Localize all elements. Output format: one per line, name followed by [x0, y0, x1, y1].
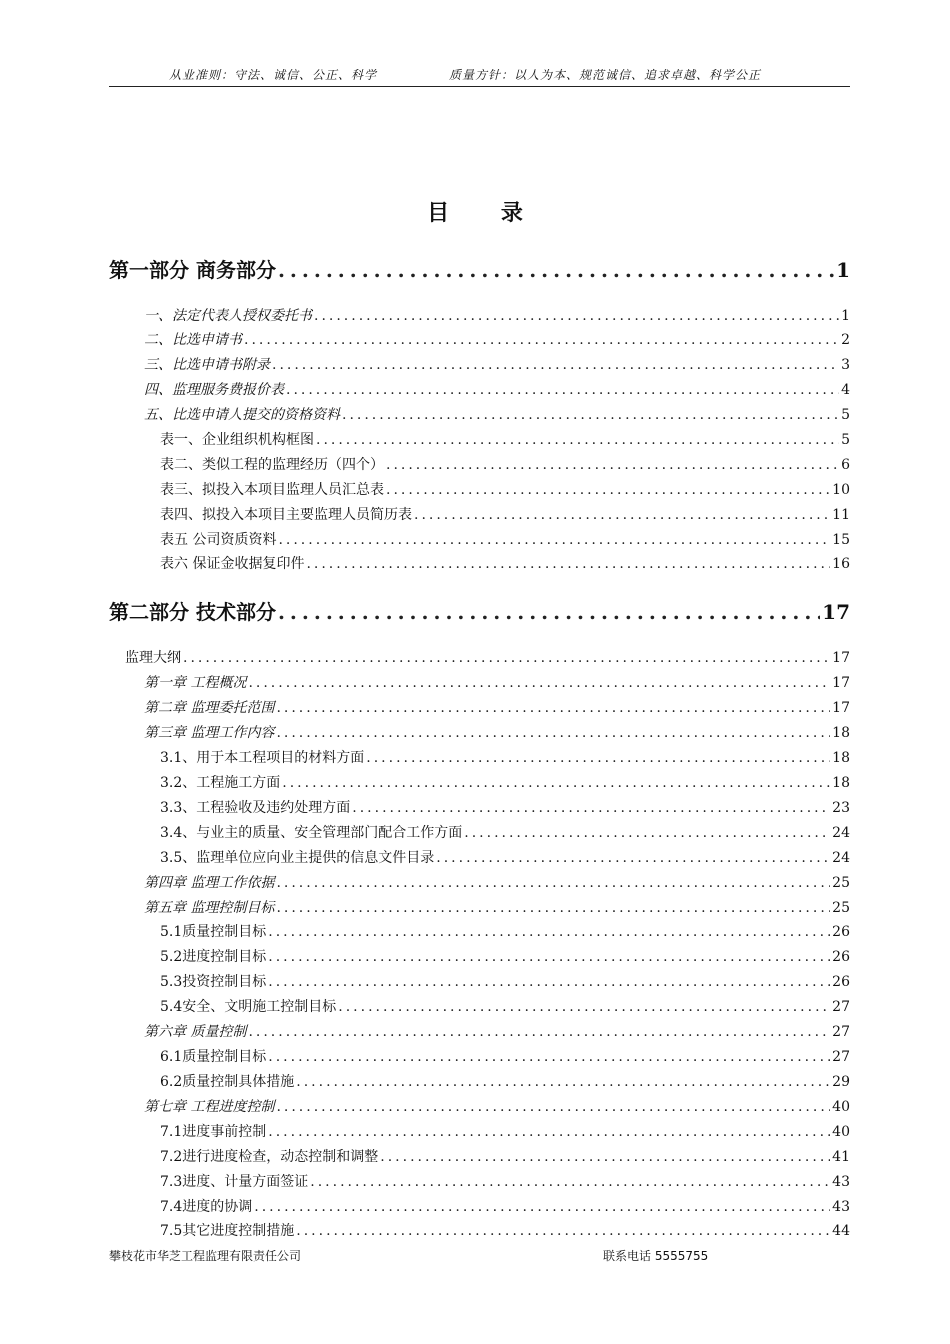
toc-label: 5.3投资控制目标: [160, 974, 267, 990]
toc-label: 表二、类似工程的监理经历（四个）: [160, 457, 384, 473]
toc-label: 表五 公司资质资料: [160, 532, 277, 548]
footer-company: 攀枝花市华芝工程监理有限责任公司: [109, 1249, 302, 1263]
leader-dots: [268, 946, 830, 968]
leader-dots: [464, 822, 830, 844]
toc-page: 4: [841, 382, 850, 398]
toc-page: 6: [841, 457, 850, 473]
toc-entry[interactable]: [160, 996, 850, 1018]
toc-entry[interactable]: [160, 1220, 850, 1242]
toc-entry[interactable]: [160, 847, 850, 869]
toc-page: 5: [841, 407, 850, 423]
toc-label: 表六 保证金收据复印件: [160, 556, 305, 572]
toc-entry[interactable]: [160, 1071, 850, 1093]
toc-entry[interactable]: [125, 647, 850, 669]
leader-dots: [272, 354, 839, 376]
toc-entry[interactable]: [160, 921, 850, 943]
toc-label: 第五章 监理控制目标: [144, 900, 275, 916]
leader-dots: [366, 747, 830, 769]
toc-entry[interactable]: [144, 1096, 850, 1118]
leader-dots: [380, 1146, 830, 1168]
toc-label: 7.3进度、计量方面签证: [160, 1174, 309, 1190]
leader-dots: [296, 1220, 830, 1242]
toc-label: 三、比选申请书附录: [144, 357, 270, 373]
toc-entry[interactable]: [160, 529, 850, 551]
toc-label: 第七章 工程进度控制: [144, 1099, 275, 1115]
leader-dots: [278, 597, 820, 627]
toc-page: 26: [832, 974, 850, 990]
toc-label: 7.2进行进度检查，动态控制和调整: [160, 1149, 379, 1165]
toc-label: 第一章 工程概况: [144, 675, 247, 691]
toc-page: 17: [832, 650, 850, 666]
toc-page: 1: [841, 308, 850, 324]
toc-page: 10: [832, 482, 850, 498]
leader-dots: [338, 996, 830, 1018]
toc-page: 5: [841, 432, 850, 448]
leader-dots: [276, 1096, 830, 1118]
toc-page: 16: [832, 556, 850, 572]
leader-dots: [268, 1121, 830, 1143]
toc-label: 表四、拟投入本项目主要监理人员简历表: [160, 507, 412, 523]
toc-entry[interactable]: [160, 747, 850, 769]
toc-label: 第二章 监理委托范围: [144, 700, 275, 716]
toc-entry[interactable]: [160, 1121, 850, 1143]
leader-dots: [414, 504, 830, 526]
toc-entry[interactable]: [144, 897, 850, 919]
leader-dots: [296, 1071, 830, 1093]
leader-dots: [248, 1021, 830, 1043]
page-header: [109, 64, 850, 87]
toc-page: 40: [832, 1124, 850, 1140]
toc-part-2[interactable]: [109, 597, 850, 627]
toc-label: 五、比选申请人提交的资格资料: [144, 407, 340, 423]
toc-label: 3.1、用于本工程项目的材料方面: [160, 750, 365, 766]
leader-dots: [316, 429, 839, 451]
toc-page: 26: [832, 949, 850, 965]
leader-dots: [314, 305, 839, 327]
toc-page: 44: [832, 1223, 850, 1239]
leader-dots: [352, 797, 830, 819]
toc-label: 5.1质量控制目标: [160, 924, 267, 940]
toc-page: 25: [832, 875, 850, 891]
toc-label: 7.1进度事前控制: [160, 1124, 267, 1140]
toc-page: 24: [832, 825, 850, 841]
toc-entry[interactable]: [160, 504, 850, 526]
toc-label: 6.1质量控制目标: [160, 1049, 267, 1065]
toc-entry[interactable]: [160, 454, 850, 476]
header-quality-policy: 质量方针：以人为本、规范诚信、追求卓越、科学公正: [449, 68, 762, 82]
toc-page: 27: [832, 1024, 850, 1040]
leader-dots: [282, 772, 830, 794]
footer-phone: 联系电话 5555755: [603, 1249, 709, 1263]
toc-entry[interactable]: [160, 772, 850, 794]
leader-dots: [276, 722, 830, 744]
toc-entry[interactable]: [144, 1021, 850, 1043]
leader-dots: [276, 872, 830, 894]
toc-label: 7.4进度的协调: [160, 1199, 253, 1215]
header-principle: 从业准则：守法、诚信、公正、科学: [169, 68, 378, 82]
leader-dots: [386, 454, 839, 476]
toc-label: 表一、企业组织机构框图: [160, 432, 314, 448]
toc-label: 四、监理服务费报价表: [144, 382, 284, 398]
toc-page: 23: [832, 800, 850, 816]
toc-entry[interactable]: [160, 797, 850, 819]
leader-dots: [183, 647, 830, 669]
toc-label: 表三、拟投入本项目监理人员汇总表: [160, 482, 384, 498]
toc-entry[interactable]: [160, 1146, 850, 1168]
leader-dots: [248, 672, 830, 694]
leader-dots: [268, 1046, 830, 1068]
leader-dots: [254, 1196, 830, 1218]
toc-label: 5.4安全、文明施工控制目标: [160, 999, 337, 1015]
leader-dots: [268, 921, 830, 943]
toc-page: 41: [832, 1149, 850, 1165]
leader-dots: [278, 529, 830, 551]
toc-entry[interactable]: [160, 479, 850, 501]
toc-label: 3.5、监理单位应向业主提供的信息文件目录: [160, 850, 435, 866]
toc-label: 6.2质量控制具体措施: [160, 1074, 295, 1090]
toc-label: 3.3、工程验收及违约处理方面: [160, 800, 351, 816]
toc-label: 监理大纲: [125, 650, 181, 666]
toc-entry[interactable]: [160, 553, 850, 575]
toc-page: 17: [832, 700, 850, 716]
toc-page: 15: [832, 532, 850, 548]
toc-label: 一、法定代表人授权委托书: [144, 308, 312, 324]
toc-page: 17: [832, 675, 850, 691]
toc-entry[interactable]: [160, 971, 850, 993]
leader-dots: [310, 1171, 830, 1193]
toc-page: 18: [832, 750, 850, 766]
toc-title: 目 录: [427, 200, 545, 226]
toc-label: 7.5其它进度控制措施: [160, 1223, 295, 1239]
toc-entry[interactable]: [144, 305, 850, 327]
leader-dots: [244, 329, 839, 351]
toc-entry[interactable]: [160, 822, 850, 844]
toc-label: 3.2、工程施工方面: [160, 775, 281, 791]
toc-entry[interactable]: [144, 672, 850, 694]
toc-page: 11: [832, 507, 850, 523]
toc-page: 43: [832, 1199, 850, 1215]
leader-dots: [386, 479, 830, 501]
toc-page: 43: [832, 1174, 850, 1190]
toc-page: 24: [832, 850, 850, 866]
toc-label: 二、比选申请书: [144, 332, 242, 348]
toc-page: 27: [832, 999, 850, 1015]
toc-page: 29: [832, 1074, 850, 1090]
toc-label: 第二部分 技术部分: [109, 600, 276, 624]
leader-dots: [436, 847, 830, 869]
leader-dots: [306, 553, 830, 575]
toc-page: 26: [832, 924, 850, 940]
toc-page: 17: [822, 600, 850, 624]
toc-entry[interactable]: [160, 1196, 850, 1218]
toc-entry[interactable]: [144, 697, 850, 719]
toc-page: 40: [832, 1099, 850, 1115]
toc-label: 第一部分 商务部分: [109, 258, 276, 282]
toc-page: 25: [832, 900, 850, 916]
leader-dots: [286, 379, 839, 401]
toc-page: 1: [836, 258, 850, 282]
toc-label: 第六章 质量控制: [144, 1024, 247, 1040]
toc-page: 2: [841, 332, 850, 348]
leader-dots: [268, 971, 830, 993]
toc-part-1[interactable]: [109, 255, 850, 285]
toc-page: 3: [841, 357, 850, 373]
leader-dots: [276, 897, 830, 919]
toc-label: 第三章 监理工作内容: [144, 725, 275, 741]
toc-page: 27: [832, 1049, 850, 1065]
toc-entry[interactable]: [144, 329, 850, 351]
toc-entry[interactable]: [144, 354, 850, 376]
leader-dots: [276, 697, 830, 719]
toc-page: 18: [832, 775, 850, 791]
toc-page: 18: [832, 725, 850, 741]
toc-entry[interactable]: [160, 1171, 850, 1193]
toc-entry[interactable]: [160, 1046, 850, 1068]
toc-entry[interactable]: [160, 429, 850, 451]
toc-entry[interactable]: [144, 722, 850, 744]
toc-label: 第四章 监理工作依据: [144, 875, 275, 891]
leader-dots: [342, 404, 839, 426]
toc-label: 5.2进度控制目标: [160, 949, 267, 965]
toc-entry[interactable]: [144, 404, 850, 426]
toc-entry[interactable]: [144, 379, 850, 401]
toc-label: 3.4、与业主的质量、安全管理部门配合工作方面: [160, 825, 463, 841]
leader-dots: [278, 255, 834, 285]
toc-entry[interactable]: [144, 872, 850, 894]
toc-entry[interactable]: [160, 946, 850, 968]
